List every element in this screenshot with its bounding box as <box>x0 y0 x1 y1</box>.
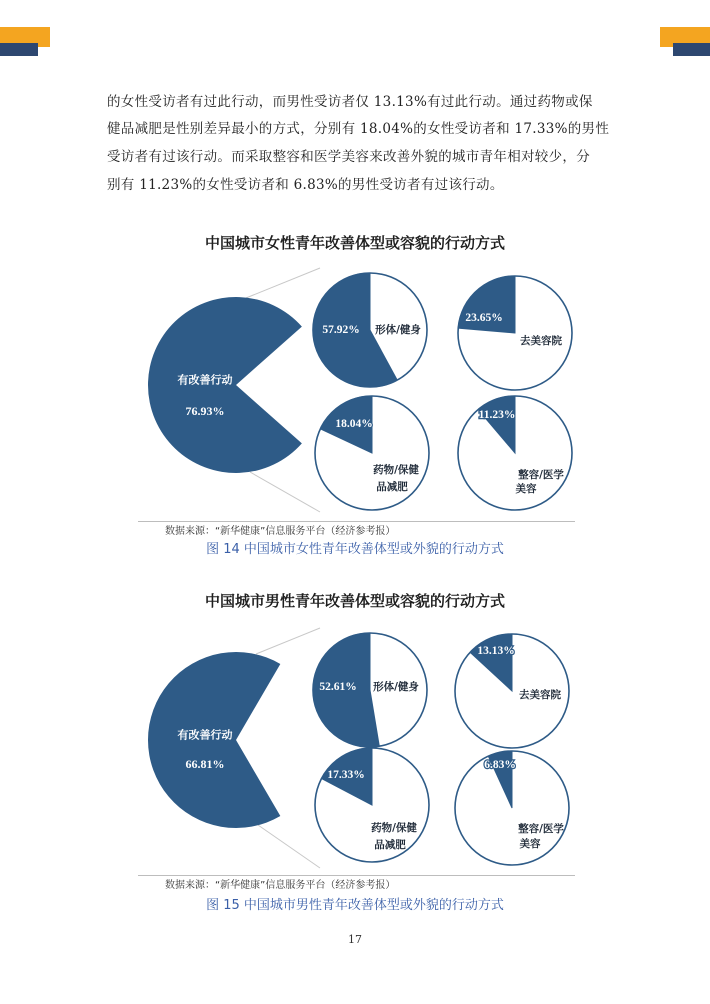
breakdown-value-label: 13.13% <box>477 645 515 657</box>
breakdown-category-label: 美容 <box>519 838 541 850</box>
paragraph-line: 受访者有过该行动。而采取整容和医学美容来改善外貌的城市青年相对较少，分 <box>107 149 590 165</box>
figure-caption: 图 15 中国城市男性青年改善体型或外貌的行动方式 <box>206 898 504 913</box>
breakdown-category-label: 美容 <box>515 483 537 495</box>
chart-title-female: 中国城市女性青年改善体型或容貌的行动方式 <box>204 234 505 252</box>
chart-title-male: 中国城市男性青年改善体型或容貌的行动方式 <box>204 592 505 610</box>
breakdown-value-label: 57.92% <box>322 324 360 336</box>
breakdown-category-label: 去美容院 <box>519 689 561 701</box>
breakdown-category-label: 整容/医学 <box>518 823 564 835</box>
connector-line <box>256 628 320 654</box>
breakdown-category-label: 整容/医学 <box>518 469 564 481</box>
breakdown-pie-slice <box>458 276 515 333</box>
breakdown-category-label: 去美容院 <box>520 335 562 347</box>
main-category-label: 有改善行动 <box>177 728 233 742</box>
breakdown-category-label: 形体/健身 <box>375 324 421 336</box>
connector-line <box>258 825 320 868</box>
breakdown-value-label: 17.33% <box>327 769 365 781</box>
breakdown-value-label: 18.04% <box>335 418 373 430</box>
connector-line <box>246 268 320 298</box>
breakdown-category-label: 品减肥 <box>376 481 408 493</box>
paragraph-line: 的女性受访者有过此行动，而男性受访者仅 13.13%有过此行动。通过药物或保 <box>107 94 593 110</box>
figure-caption: 图 14 中国城市女性青年改善体型或外貌的行动方式 <box>206 542 504 557</box>
breakdown-category-label: 形体/健身 <box>373 681 419 693</box>
breakdown-category-label: 品减肥 <box>374 839 406 851</box>
data-source-note: 数据来源：“新华健康”信息服务平台（经济参考报） <box>165 880 396 891</box>
main-value-label: 66.81% <box>185 757 225 771</box>
breakdown-category-label: 药物/保健 <box>373 464 419 476</box>
main-category-label: 有改善行动 <box>177 373 233 387</box>
paragraph-line: 健品减肥是性别差异最小的方式，分别有 18.04%的女性受访者和 17.33%的男性 <box>107 121 610 137</box>
breakdown-category-label: 药物/保健 <box>371 822 417 834</box>
main-value-label: 76.93% <box>185 404 225 418</box>
breakdown-value-label: 23.65% <box>465 312 503 324</box>
connector-line <box>250 472 320 512</box>
breakdown-value-label: 11.23% <box>478 409 516 421</box>
paragraph-line: 别有 11.23%的女性受访者和 6.83%的男性受访者有过该行动。 <box>107 177 504 193</box>
breakdown-value-label: 6.83% <box>484 759 516 771</box>
page-number: 17 <box>348 933 362 946</box>
breakdown-value-label: 52.61% <box>319 681 357 693</box>
data-source-note: 数据来源：“新华健康”信息服务平台（经济参考报） <box>165 526 396 537</box>
